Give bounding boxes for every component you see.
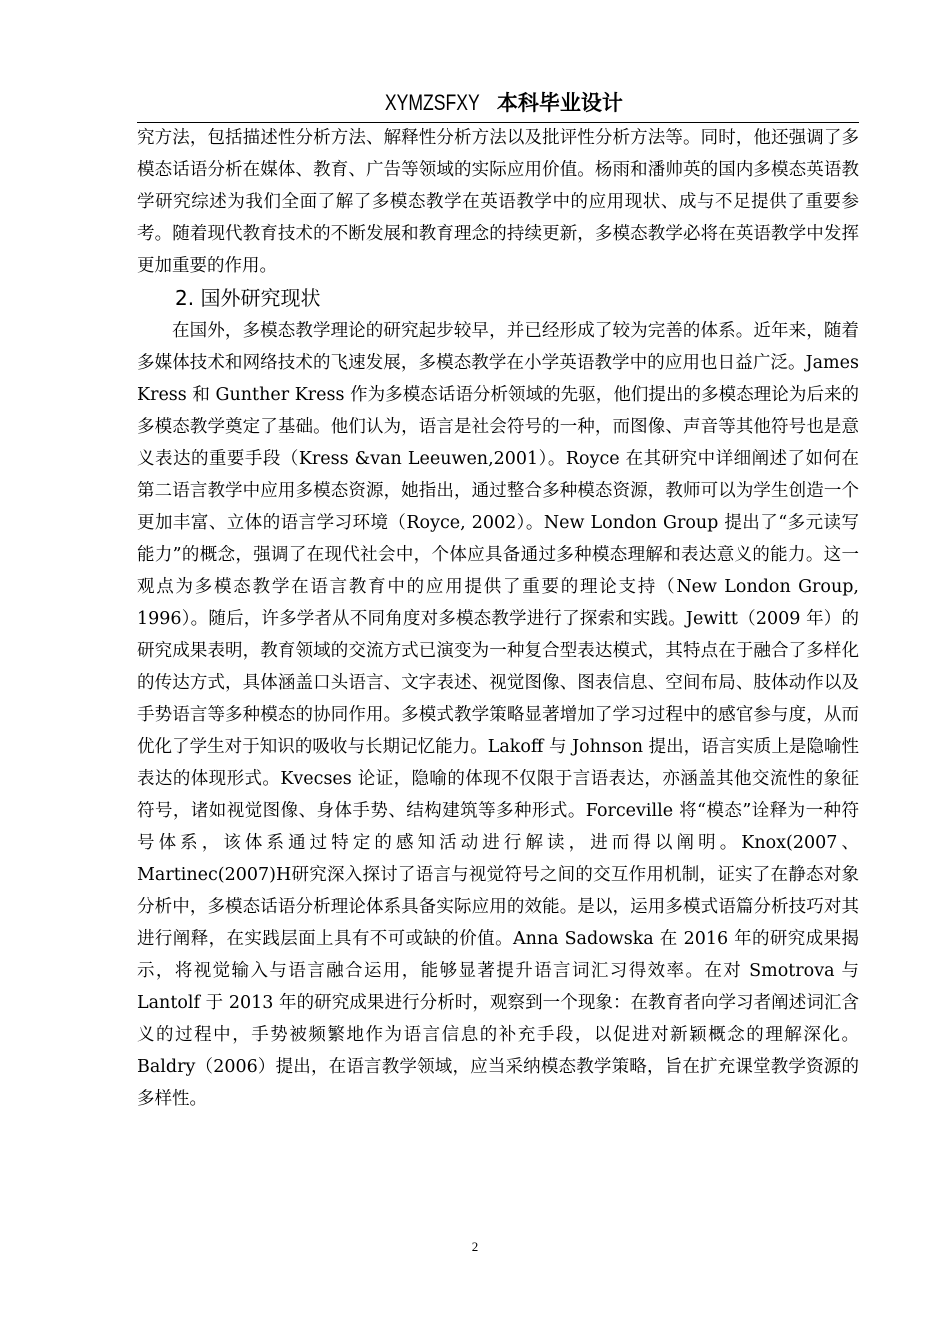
section-heading: 2. 国外研究现状 [175, 286, 321, 310]
paragraph-foreign-research: 在国外，多模态教学理论的研究起步较早，并已经形成了较为完善的体系。近年来，随着多媒体技术和网络技术的飞速发展，多模态教学在小学英语教学中的应用也日益广泛。James Kress 和 Gunther Kress 作为多模态话语分析领域的先驱，他们提出的多模态理论为后来的多模态教学奠定了基础。他们认为，语言是社会符号的一种，而图像、声音等其他符号也是意义表达的重要手段（Kress &van Leeuwen,2001）。Royce 在其研究中详细阐述了如何在第二语言教学中应用多模态资源，她指出，通过整合多种模态资源，教师可以为学生创造一个更加丰富、立体的语言学习环境（Royce, 2002）。New London Group 提出了“多元读写能力”的概念，强调了在现代社会中，个体应具备通过多种模态理解和表达意义的能力。这一观点为多模态教学在语言教育中的应用提供了重要的理论支持（New London Group, 1996）。随后，许多学者从不同角度对多模态教学进行了探索和实践。Jewitt（2009 年）的研究成果表明，教育领域的交流方式已演变为一种复合型表达模式，其特点在于融合了多样化的传达方式，具体涵盖口头语言、文字表述、视觉图像、图表信息、空间布局、肢体动作以及手势语言等多种模态的协同作用。多模式教学策略显著增加了学习过程中的感官参与度，从而优化了学生对于知识的吸收与长期记忆能力。Lakoff 与 Johnson 提出，语言实质上是隐喻性表达的体现形式。Kvecses 论证，隐喻的体现不仅限于言语表达，亦涵盖其他交流性的象征符号，诸如视觉图像、身体手势、结构建筑等多种形式。Forceville 将“模态”诠释为一种符号体系，该体系通过特定的感知活动进行解读，进而得以阐明。Knox(2007、Martinec(2007)H研究深入探讨了语言与视觉符号之间的交互作用机制，证实了在静态对象分析中，多模态话语分析理论体系具备实际应用的效能。是以，运用多模式语篇分析技巧对其进行阐释，在实践层面上具有不可或缺的价值。Anna Sadowska 在 2016 年的研究成果揭示，将视觉输入与语言融合运用，能够显著提升语言词汇习得效率。在对 Smotrova 与 Lantolf 于 2013 年的研究成果进行分析时，观察到一个现象：在教育者向学习者阐述词汇含义的过程中，手势被频繁地作为语言信息的补充手段，以促进对新颖概念的理解深化。Baldry（2006）提出，在语言教学领域，应当采纳模态教学策略，旨在扩充课堂教学资源的多样性。 [137, 321, 859, 1109]
paragraph-continued: 究方法，包括描述性分析方法、解释性分析方法以及批评性分析方法等。同时，他还强调了多模态话语分析在媒体、教育、广告等领域的实际应用价值。杨雨和潘帅英的国内多模态英语教学研究综述为我们全面了解了多模态教学在英语教学中的应用现状、成与不足提供了重要参考。随着现代教育技术的不断发展和教育理念的持续更新，多模态教学必将在英语教学中发挥更加重要的作用。 [137, 128, 859, 276]
document-body [137, 122, 859, 1115]
header-code: XYMZSFXY [385, 90, 480, 115]
page-number: 2 [471, 1239, 479, 1254]
page-header [137, 88, 859, 123]
header-title: 本科毕业设计 [496, 91, 623, 115]
